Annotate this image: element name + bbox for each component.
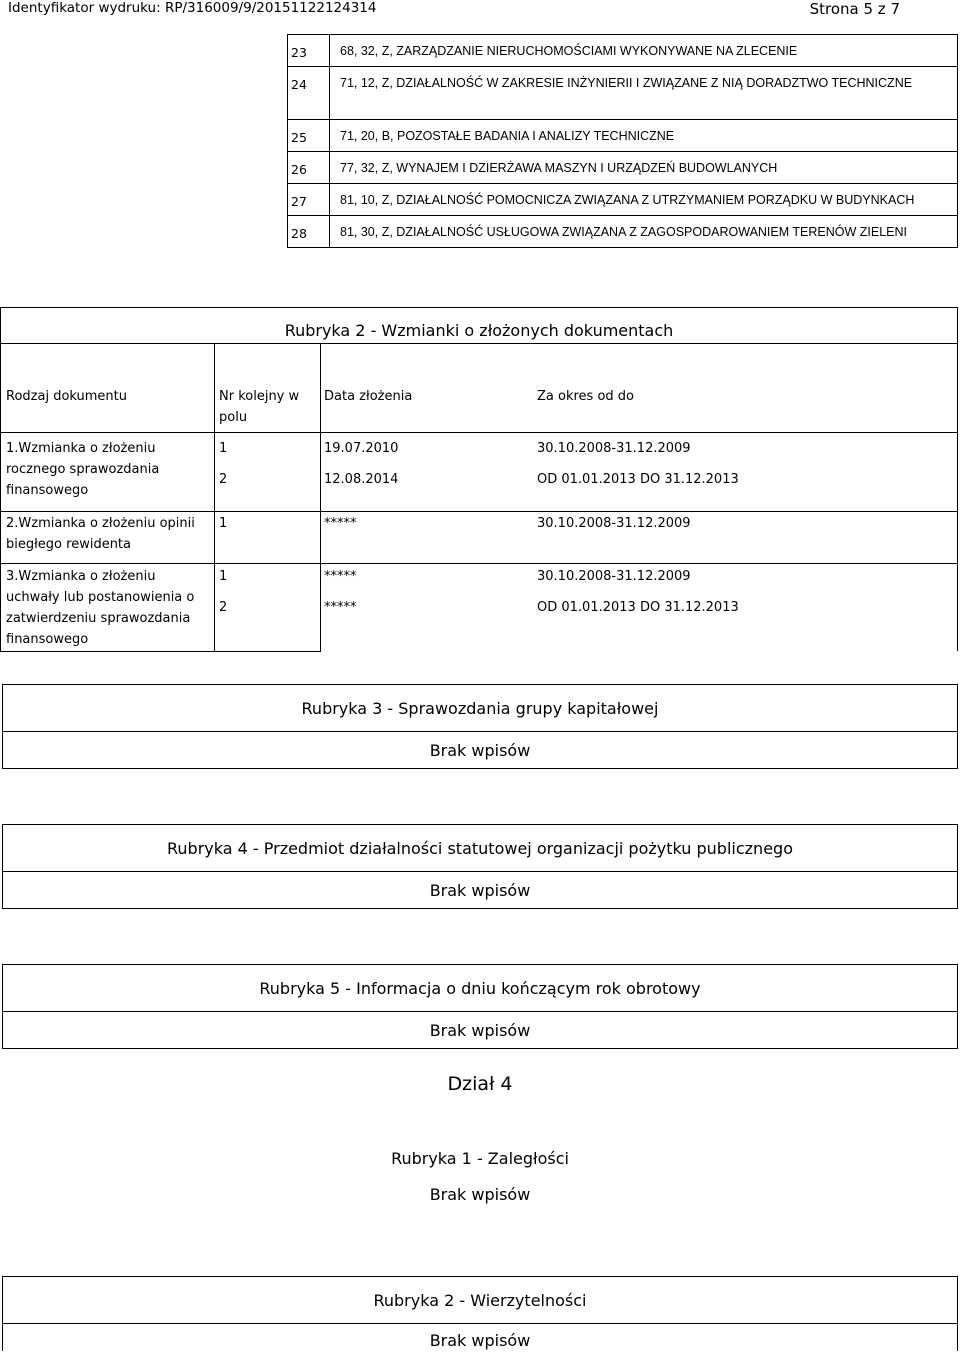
- section-title: Rubryka 3 - Sprawozdania grupy kapitałowej: [301, 699, 659, 718]
- section-body: Brak wpisów: [429, 1185, 531, 1204]
- row-text: 77, 32, Z, WYNAJEM I DZIERŻAWA MASZYN I URZĄDZEŃ BUDOWLANYCH: [340, 161, 778, 175]
- print-identifier: Identyfikator wydruku: RP/316009/9/20151122124314: [8, 0, 377, 16]
- entry-period: 30.10.2008-31.12.2009: [537, 569, 691, 584]
- documents-table: [0, 343, 958, 651]
- rubryka5-section: [2, 964, 958, 1049]
- entry-date: *****: [324, 600, 357, 615]
- header-nr: Nr kolejny w polu: [219, 389, 300, 425]
- row-number: 24: [288, 67, 330, 119]
- entry-nr: 2: [219, 600, 228, 615]
- section-body: Brak wpisów: [3, 1011, 957, 1048]
- table-row: [287, 120, 958, 152]
- rubryka2-section: [0, 307, 958, 651]
- entry-period: 30.10.2008-31.12.2009: [537, 441, 691, 456]
- dzial-title: Dział 4: [447, 1073, 513, 1095]
- entry-nr: 1: [219, 569, 228, 584]
- table-row: [287, 216, 958, 248]
- row-number: 26: [288, 152, 330, 183]
- entry-period: 30.10.2008-31.12.2009: [537, 516, 691, 531]
- row-text: 71, 20, B, POZOSTAŁE BADANIA I ANALIZY TECHNICZNE: [340, 129, 675, 143]
- section-title: Rubryka 1 - Zaległości: [391, 1149, 569, 1168]
- entry-date: *****: [324, 516, 357, 531]
- section-title: Rubryka 5 - Informacja o dniu kończącym rok obrotowy: [259, 979, 701, 998]
- document-type: 2.Wzmianka o złożeniu opinii biegłego rewidenta: [6, 516, 195, 552]
- rubryka4-section: [2, 824, 958, 909]
- entry-nr: 1: [219, 441, 228, 456]
- table-row: [287, 67, 958, 120]
- entry-period: OD 01.01.2013 DO 31.12.2013: [537, 600, 739, 615]
- section-title: Rubryka 2 - Wierzytelności: [373, 1291, 587, 1310]
- table-row: [287, 184, 958, 216]
- section-title: Rubryka 4 - Przedmiot działalności statutowej organizacji pożytku publicznego: [167, 839, 793, 858]
- entry-period: OD 01.01.2013 DO 31.12.2013: [537, 472, 739, 487]
- table-row: [287, 152, 958, 184]
- entry-date: *****: [324, 569, 357, 584]
- entry-nr: 2: [219, 472, 228, 487]
- entry-date: 12.08.2014: [324, 472, 399, 487]
- row-text: 71, 12, Z, DZIAŁALNOŚĆ W ZAKRESIE INŻYNIERII I ZWIĄZANE Z NIĄ DORADZTWO TECHNICZNE: [340, 76, 913, 90]
- row-number: 28: [288, 216, 330, 247]
- entry-date: 19.07.2010: [324, 441, 399, 456]
- row-text: 81, 30, Z, DZIAŁALNOŚĆ USŁUGOWA ZWIĄZANA Z ZAGOSPODAROWANIEM TERENÓW ZIELENI: [340, 225, 907, 239]
- pkd-table: [287, 34, 958, 248]
- section-body: Brak wpisów: [3, 871, 957, 908]
- section-body: Brak wpisów: [3, 731, 957, 768]
- row-text: 68, 32, Z, ZARZĄDZANIE NIERUCHOMOŚCIAMI WYKONYWANE NA ZLECENIE: [340, 44, 798, 58]
- row-number: 27: [288, 184, 330, 215]
- entry-nr: 1: [219, 516, 228, 531]
- section-body: Brak wpisów: [3, 1323, 957, 1352]
- table-row: [287, 34, 958, 67]
- document-type: 3.Wzmianka o złożeniu uchwały lub postanowienia o zatwierdzeniu sprawozdania finansowego: [6, 569, 195, 647]
- document-type: 1.Wzmianka o złożeniu rocznego sprawozdania finansowego: [6, 441, 160, 498]
- header-okres: Za okres od do: [537, 389, 634, 404]
- header-data: Data złożenia: [324, 389, 413, 404]
- rubryka3-section: [2, 684, 958, 769]
- page-number: Strona 5 z 7: [809, 0, 900, 18]
- section-title: Rubryka 2 - Wzmianki o złożonych dokumentach: [0, 307, 958, 343]
- row-text: 81, 10, Z, DZIAŁALNOŚĆ POMOCNICZA ZWIĄZANA Z UTRZYMANIEM PORZĄDKU W BUDYNKACH: [340, 193, 915, 207]
- wierzytelnosci-section: [2, 1276, 958, 1351]
- header-rodzaj: Rodzaj dokumentu: [6, 389, 127, 404]
- row-number: 23: [288, 35, 330, 66]
- row-number: 25: [288, 120, 330, 151]
